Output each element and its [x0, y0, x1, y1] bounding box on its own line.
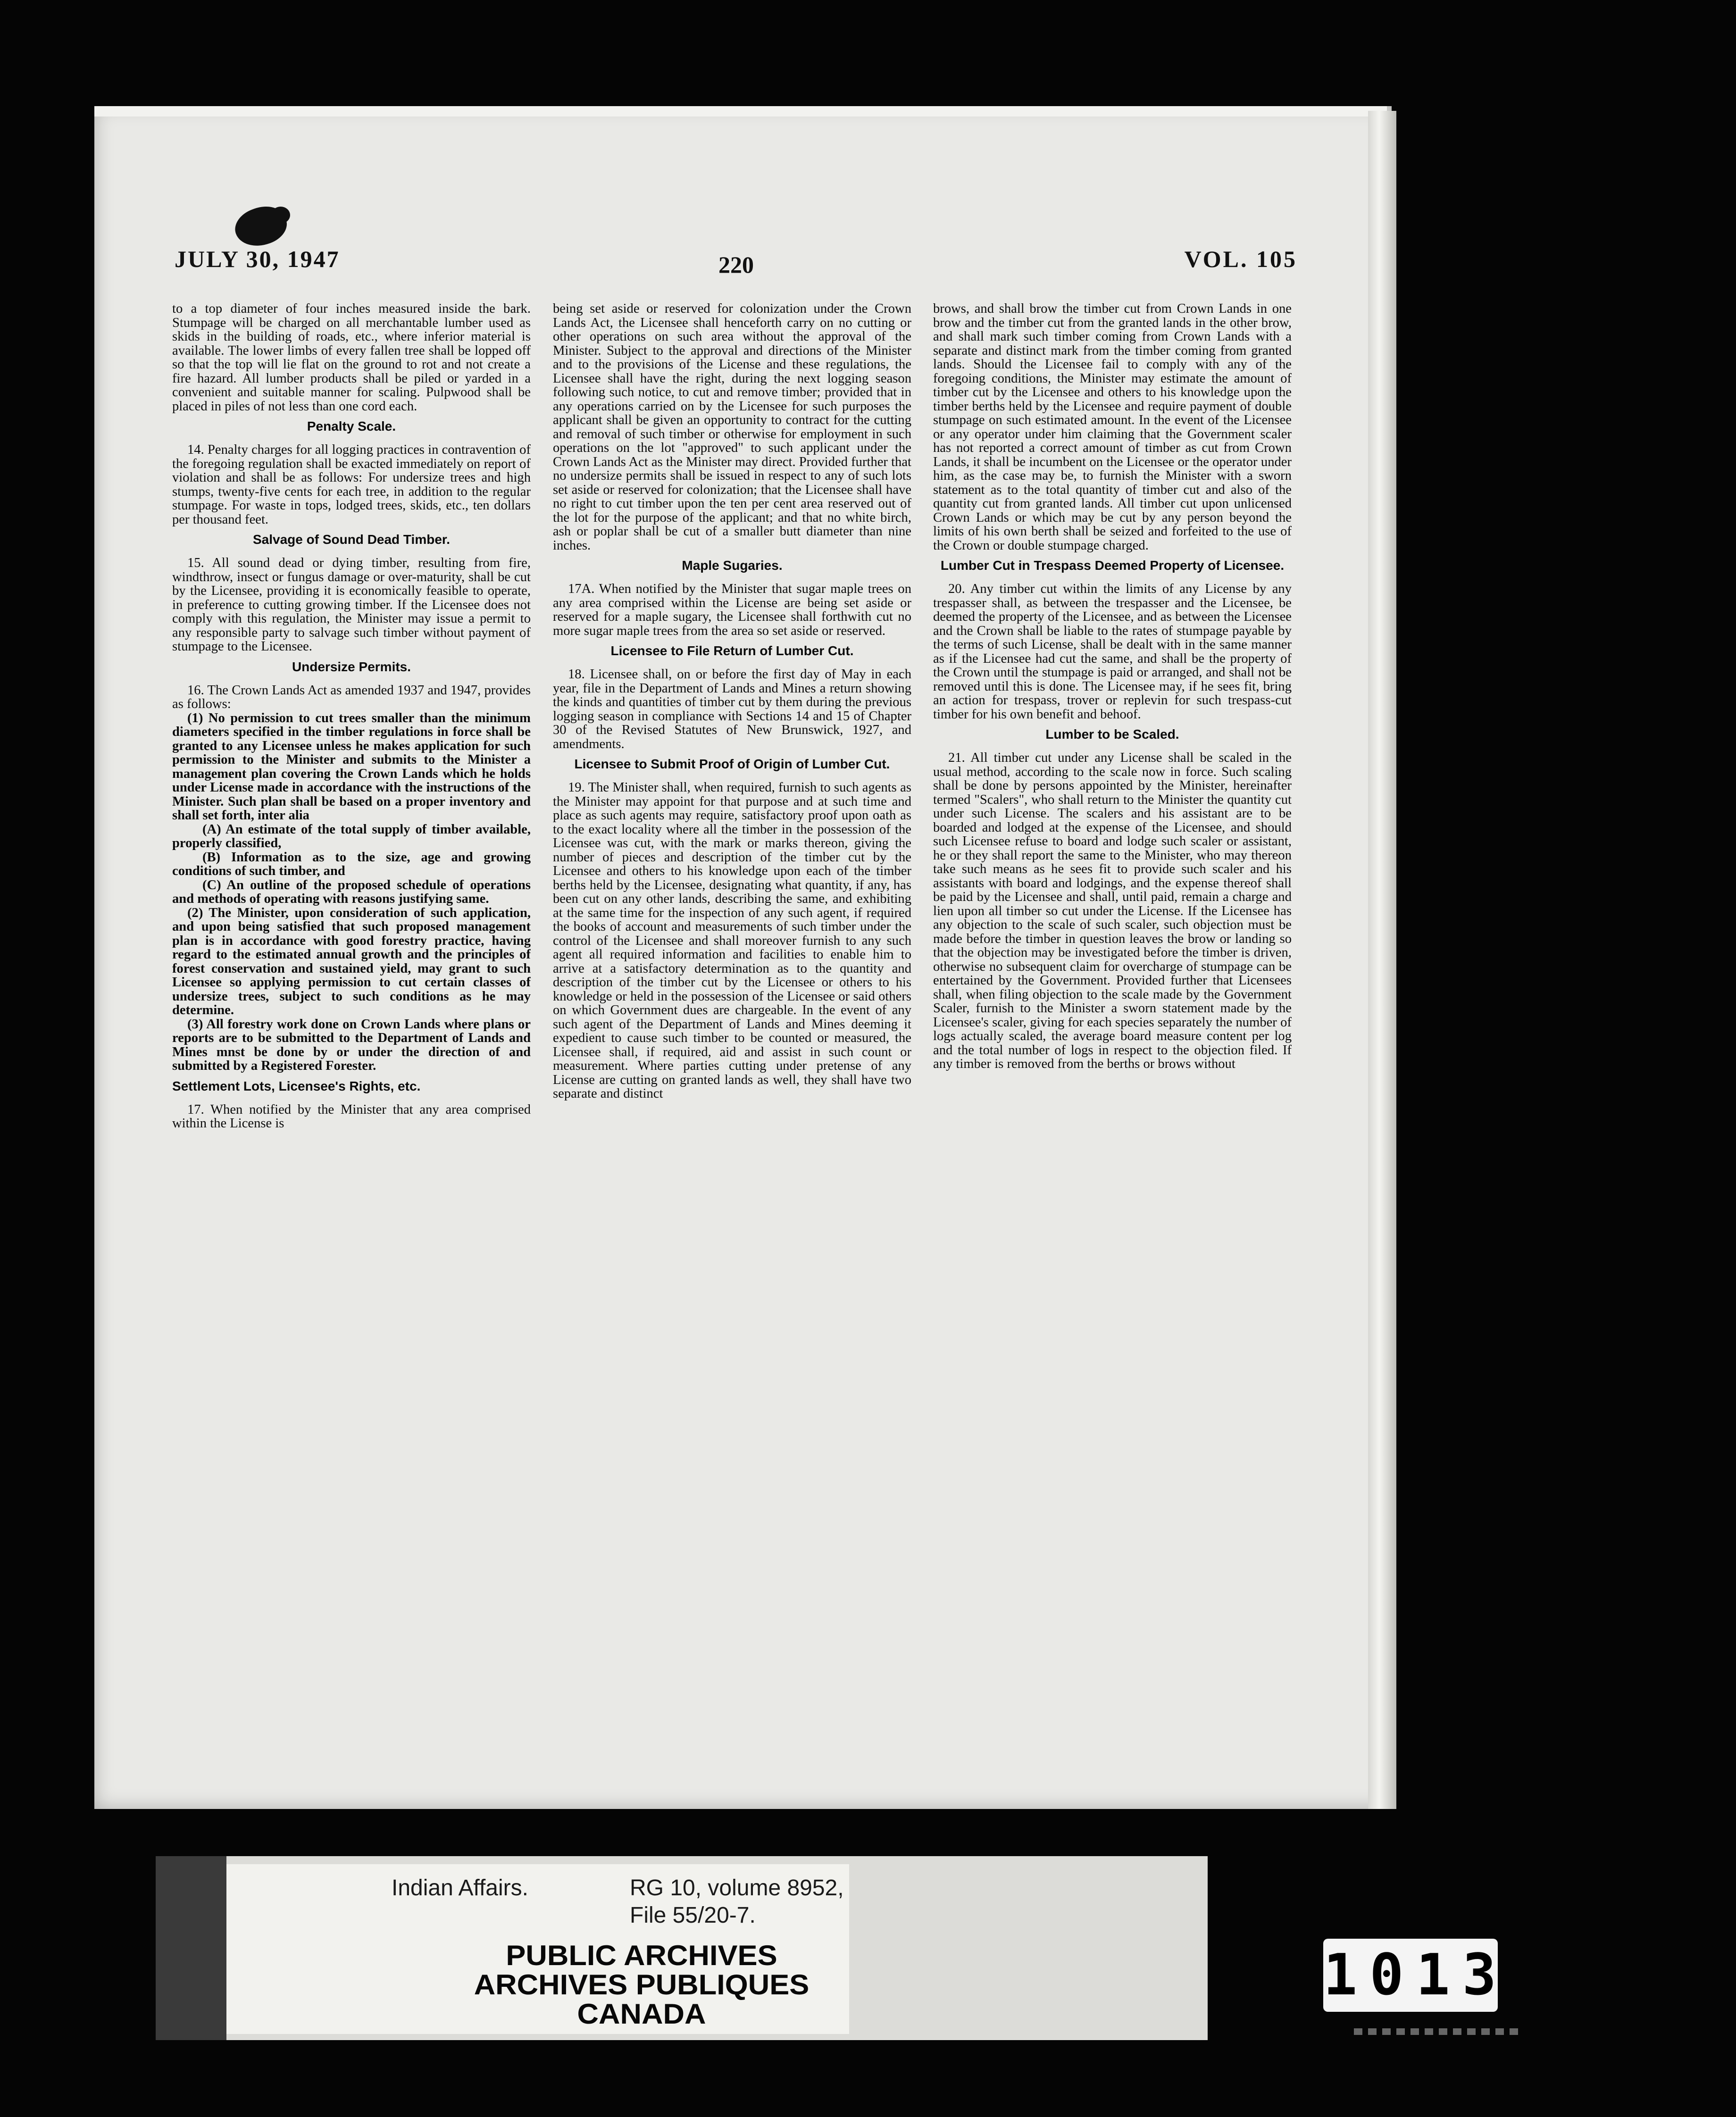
- archive-country: CANADA: [577, 1998, 706, 2030]
- paragraph: 16. The Crown Lands Act as amended 1937 and 1947, provides as follows:: [172, 683, 531, 711]
- paragraph: 17. When notified by the Minister that any area comprised within the License is: [172, 1102, 531, 1131]
- text-column-2: [553, 302, 911, 1675]
- section-heading: Licensee to File Return of Lumber Cut.: [610, 643, 854, 658]
- page-top-edge: [94, 106, 1387, 117]
- header-date: JULY 30, 1947: [175, 246, 340, 272]
- paragraph: (2) The Minister, upon consideration of such application, and upon being satisfied that such proposed management plan is in accordance with good forestry practice, having regard to the estimated annual growth and the principles of forest conservation and sustained yield, may grant to such Licensee so applying permission to cut certain classes of undersize trees, subject to such conditions as he may determine.: [172, 905, 531, 1017]
- paragraph: (3) All forestry work done on Crown Lands where plans or reports are to be submitted to the Department of Lands and Mines mnst be done by or under the direction of and submitted by a Registered Forester.: [172, 1017, 531, 1073]
- page-header: [175, 245, 1297, 278]
- paragraph: 20. Any timber cut within the limits of any License by any trespasser shall, as between the trespasser and the Licensee, be deemed the property of the Licensee, and as between the Licensee and the Crown shall be liable to the rates of stumpage payable by the terms of such License, shall be dealt with in the same manner as if the Licensee had cut the same, and shall be the property of the Crown until the stumpage is paid or arranged, and shall not be removed until this is done. The Licensee may, if he sees fit, bring an action for trespass, trover or replevin for such trespass-cut timber for his own benefit and behoof.: [933, 582, 1292, 722]
- paragraph: brows, and shall brow the timber cut from Crown Lands in one brow and the timber cut from the granted lands in the other brow, and shall mark such timber coming from Crown Lands with a separate and distinct mark from the timber coming from granted lands. Should the Licensee fail to comply with any of the foregoing conditions, the Minister may estimate the amount of timber cut by the Licensee and others to his knowledge upon the timber berths held by the Licensee and require payment of double stumpage on such estimated amount. In the event of the Licensee or any operator under him claiming that the Government scaler has not reported a correct amount of timber as cut from Crown Lands, it shall be incumbent on the Licensee or the operator under him, as the case may be, to furnish the Minister with a sworn statement as to the total quantity of timber cut and also of the quantity cut from granted lands. All timber cut upon unlicensed Crown Lands or which may be cut by any person beyond the limits of his own berth shall be seized and forfeited to the use of the Crown or double stumpage charged.: [933, 302, 1292, 553]
- archive-stamp: [463, 1941, 820, 2029]
- page-number: 220: [718, 251, 754, 278]
- section-heading: Penalty Scale.: [307, 419, 396, 433]
- label-shadow: [156, 1856, 226, 2040]
- archive-reference-line1: RG 10, volume 8952,: [630, 1875, 844, 1900]
- section-heading: Settlement Lots, Licensee's Rights, etc.: [172, 1078, 421, 1093]
- section-heading: Undersize Permits.: [292, 659, 411, 674]
- section-heading: Licensee to Submit Proof of Origin of Lumber Cut.: [574, 757, 890, 771]
- paragraph: 15. All sound dead or dying timber, resulting from fire, windthrow, insect or fungus damage or over-maturity, shall be cut by the Licensee, providing it is economically feasible to operate, in preference to cutting growing timber. If the Licensee does not comply with this regulation, the Minister may issue a permit to any responsible party to salvage such timber without payment of stumpage to the Licensee.: [172, 556, 531, 654]
- paragraph: 21. All timber cut under any License shall be scaled in the usual method, according to the scale now in force. Such scaling shall be done by persons appointed by the Minister, hereinafter termed "Scalers", who shall return to the Minister the quantity cut under such License. The scalers and his assistant are to be boarded and lodged at the expense of the Licensee, and should such Licensee refuse to board and lodge such scaler or assistant, he or they shall report the same to the Minister, who may thereon take such means as he sees fit to provide such scaler and his assistants with board and lodgings, and the expense thereof shall be paid by the Licensee and shall, until paid, remain a charge and lien upon all timber so cut under the License. If the Licensee has any objection to the scale of such scaler, such objection must be made before the timber in question leaves the brow or landing so that the objection may be investigated before the timber is driven, otherwise no subsequent claim for overcharge of stumpage can be entertained by the Government. Provided further that Licensees shall, when filing objection to the scale made by the Government Scaler, furnish to the Minister a sworn statement made by the Licensee's scaler, giving for each species separately the number of logs actually scaled, the average board measure content per log and the total number of logs in respect to the objection filed. If any timber is removed from the berths or brows without: [933, 750, 1292, 1071]
- paragraph: (C) An outline of the proposed schedule of operations and methods of operating with reasons justifying same.: [172, 877, 531, 906]
- paragraph: (A) An estimate of the total supply of timber available, properly classified,: [172, 822, 531, 850]
- paragraph: to a top diameter of four inches measured inside the bark. Stumpage will be charged on all merchantable lumber used as skids in the building of roads, etc., where inferior material is available. The lower limbs of every fallen tree shall be lopped off so that the top will lie flat on the ground to rot and not create a fire hazard. All lumber products shall be piled or yarded in a convenient and suitable manner for scaling. Pulpwood shall be placed in piles of not less than one cord each.: [172, 302, 531, 414]
- section-heading: Maple Sugaries.: [682, 558, 783, 573]
- archive-institution-fr: ARCHIVES PUBLIQUES: [474, 1969, 810, 2000]
- film-edge-marks: [1354, 2028, 1524, 2035]
- text-column-3: [933, 302, 1292, 1675]
- paragraph: (B) Information as to the size, age and growing conditions of such timber, and: [172, 850, 531, 878]
- section-heading: Lumber to be Scaled.: [1045, 727, 1179, 742]
- microfilm-frame-number: 1013: [1323, 1939, 1498, 2012]
- archive-reference-line2: File 55/20-7.: [630, 1903, 756, 1928]
- paragraph: being set aside or reserved for colonization under the Crown Lands Act, the Licensee shall henceforth carry on no cutting or other operations on such area without the approval of the Minister. Subject to the approval and directions of the Minister and to the provisions of the License and these regulations, the Licensee shall have the right, during the next logging season following such notice, to cut and remove timber; provided that in any operations carried on by the Licensee for such purposes the applicant shall be given an opportunity to contract for the cutting and removal of such timber or otherwise for employment in such operations on the lot "approved" to such applicant under the Crown Lands Act as the Minister may direct. Provided further that no undersize permits shall be issued in respect to any of such lots set aside or reserved for colonization; that the Licensee shall have no right to cut timber upon the ten per cent area reserved out of the lot for the purpose of the applicant; and that no white birch, ash or poplar shall be cut of a smaller butt diameter than nine inches.: [553, 302, 911, 553]
- paragraph: (1) No permission to cut trees smaller than the minimum diameters specified in the timber regulations in force shall be granted to any Licensee unless he makes application for such permission to the Minister and submits to the Minister a management plan covering the Crown Lands which he holds under License made in accordance with the instructions of the Minister. Such plan shall be based on a proper inventory and shall set forth, inter alia: [172, 710, 531, 823]
- ink-blot: [271, 207, 290, 224]
- page-right-edge: [1368, 111, 1396, 1809]
- volume-number: VOL. 105: [1184, 246, 1297, 272]
- paragraph: 14. Penalty charges for all logging practices in contravention of the foregoing regulation shall be exacted immediately on report of violation and shall be as follows: For undersize trees and high stumps, twenty-five cents for each tree, in addition to the regular stumpage. For waste in tops, lodged trees, skids, etc., ten dollars per thousand feet.: [172, 442, 531, 527]
- archive-fonds: Indian Affairs.: [392, 1875, 528, 1900]
- archive-institution-en: PUBLIC ARCHIVES: [506, 1940, 777, 1971]
- text-column-1: [172, 302, 531, 1675]
- section-heading: Salvage of Sound Dead Timber.: [252, 532, 451, 547]
- paragraph: 17A. When notified by the Minister that sugar maple trees on any area comprised within the License are being set aside or reserved for a maple sugary, the Licensee shall forthwith cut no more sugar maple trees from the area so set aside or reserved.: [553, 582, 911, 638]
- paragraph: 19. The Minister shall, when required, furnish to such agents as the Minister may appoint for that purpose and at such time and place as such agents may require, satisfactory proof upon oath as to the exact locality where all the timber in the possession of the Licensee was cut, with the mark or marks thereon, giving the number of pieces and description of the timber cut by the Licensee and others to his knowledge upon each of the timber berths held by the Licensee, designating what quantity, if any, has been cut on any other lands, describing the same, and exhibiting at the same time for the inspection of any such agent, if required the books of account and measurements of such timber under the control of the Licensee and shall moreover furnish to any such agent all required information and facilities to enable him to arrive at a satisfactory determination as to the quantity and description of the timber cut by the Licensee or others to his knowledge or held in the possession of the Licensee or said others on which Government dues are chargeable. In the event of any such agent of the Department of Lands and Mines deeming it expedient to cause such timber to be counted or measured, the Licensee shall, if required, aid and assist in such count or measurement. Where parties cutting under pretense of any License are cutting on granted lands as well, they shall have two separate and distinct: [553, 780, 911, 1101]
- paragraph: 18. Licensee shall, on or before the first day of May in each year, file in the Department of Lands and Mines a return showing the kinds and quantities of timber cut by them during the previous logging season in compliance with Sections 14 and 15 of Chapter 30 of the Revised Statutes of New Brunswick, 1927, and amendments.: [553, 667, 911, 751]
- section-heading: Lumber Cut in Trespass Deemed Property of Licensee.: [940, 558, 1285, 573]
